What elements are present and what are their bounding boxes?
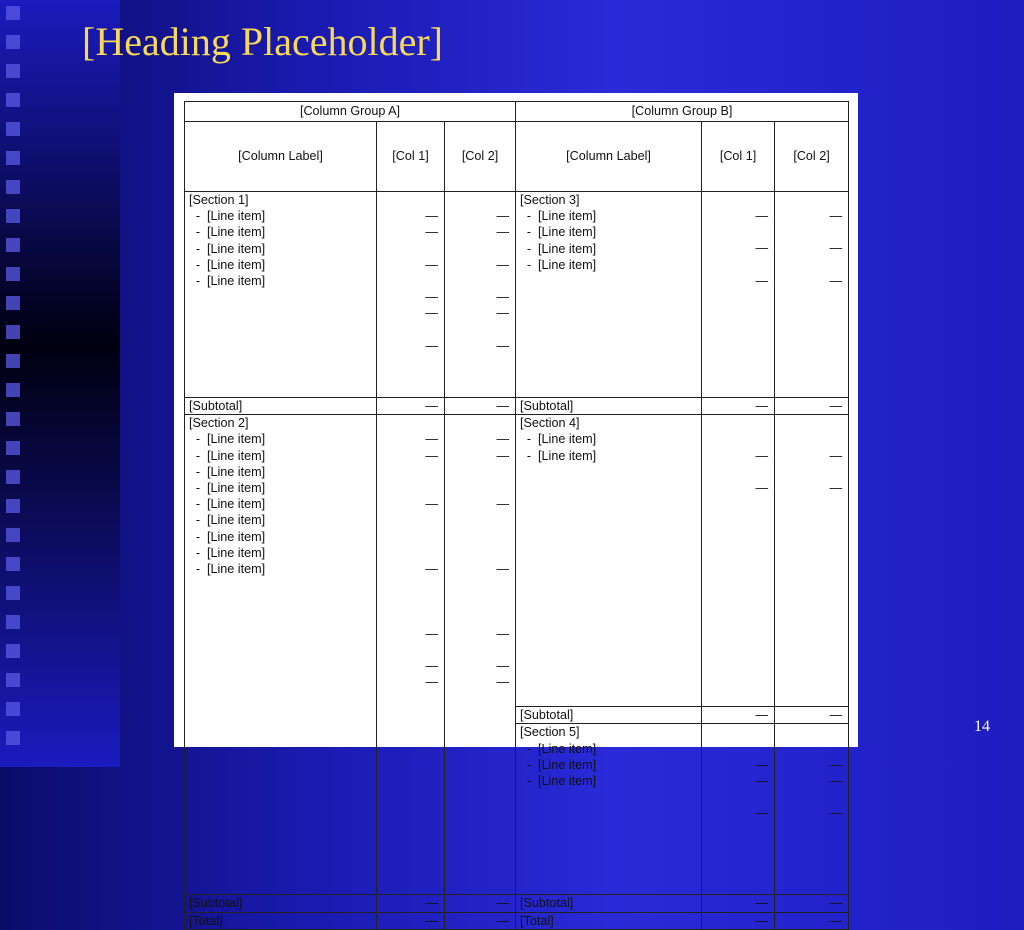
section-1-total: [Subtotal]	[185, 398, 377, 415]
decorative-square	[6, 151, 20, 165]
decorative-square	[6, 64, 20, 78]
section-1-total-start: —	[377, 398, 445, 415]
section-5-title: [Section 5]	[520, 725, 580, 740]
list-item: - [Line item]	[526, 241, 597, 256]
liabilities-start-header: [Col 1]	[702, 122, 775, 192]
decorative-square	[6, 93, 20, 107]
decorative-square	[6, 615, 20, 629]
decorative-square	[6, 441, 20, 455]
decorative-square	[6, 557, 20, 571]
decorative-square	[6, 267, 20, 281]
section-3-end: — — —	[775, 192, 849, 398]
list-item: - [Line item]	[526, 257, 597, 272]
section-1-start: — — — — — —	[377, 192, 445, 398]
list-item: - [Line item]	[195, 209, 266, 224]
list-item: - [Line item]	[526, 757, 597, 772]
section-1-total-end: —	[445, 398, 516, 415]
balance-liabilities-end: —	[775, 912, 849, 929]
liabilities-item-header: [Column Label]	[516, 122, 702, 192]
list-item: - [Line item]	[195, 432, 266, 447]
decorative-square	[6, 354, 20, 368]
list-item: - [Line item]	[195, 225, 266, 240]
decorative-square	[6, 470, 20, 484]
section-3-total-start: —	[702, 398, 775, 415]
section-5-end: — — —	[775, 724, 849, 895]
page-number: 14	[974, 718, 990, 735]
section-4-end: — —	[775, 415, 849, 707]
list-item: - [Line item]	[526, 209, 597, 224]
section-4-total: [Subtotal]	[516, 707, 702, 724]
section-4-start: — —	[702, 415, 775, 707]
balance-liabilities-label: [Total]	[516, 912, 702, 929]
section-2-end: — — — — — — —	[445, 415, 516, 895]
decorative-square	[6, 644, 20, 658]
section-4-total-end: —	[775, 707, 849, 724]
balance-table	[184, 101, 849, 930]
decorative-square	[6, 528, 20, 542]
liabilities-header: [Column Group B]	[516, 102, 849, 122]
list-item: - [Line item]	[526, 432, 597, 447]
assets-header: [Column Group A]	[185, 102, 516, 122]
section-1-end: — — — — — —	[445, 192, 516, 398]
decorative-square	[6, 296, 20, 310]
decorative-strip	[0, 0, 120, 767]
list-item: - [Line item]	[526, 225, 597, 240]
balance-sheet	[174, 93, 858, 928]
assets-end-header: [Col 2]	[445, 122, 516, 192]
section-4-cell	[516, 415, 702, 707]
list-item: - [Line item]	[195, 562, 266, 577]
decorative-square	[6, 122, 20, 136]
balance-assets-end: —	[445, 912, 516, 929]
list-item: - [Line item]	[195, 481, 266, 496]
section-1-title: [Section 1]	[189, 193, 249, 207]
section-2-total-end: —	[445, 895, 516, 912]
list-item: - [Line item]	[195, 545, 266, 560]
section-3-title: [Section 3]	[520, 193, 580, 207]
decorative-square	[6, 238, 20, 252]
section-2-start: — — — — — — —	[377, 415, 445, 895]
section-5-start: — — —	[702, 724, 775, 895]
list-item: - [Line item]	[195, 448, 266, 463]
section-4-total-start: —	[702, 707, 775, 724]
section-3-start: — — —	[702, 192, 775, 398]
section-2-total: [Subtotal]	[185, 895, 377, 912]
balance-assets-label: [Total]	[185, 912, 377, 929]
slide-title: [Heading Placeholder]	[82, 19, 443, 64]
section-3-total-end: —	[775, 398, 849, 415]
section-5-cell	[516, 724, 702, 895]
decorative-square	[6, 383, 20, 397]
section-5-total-end: —	[775, 895, 849, 912]
section-2-title: [Section 2]	[189, 416, 249, 431]
section-3-cell	[516, 192, 702, 398]
assets-item-header: [Column Label]	[185, 122, 377, 192]
decorative-square	[6, 586, 20, 600]
list-item: - [Line item]	[195, 497, 266, 512]
balance-liabilities-start: —	[702, 912, 775, 929]
list-item: - [Line item]	[195, 529, 266, 544]
list-item: - [Line item]	[526, 448, 597, 463]
decorative-square	[6, 180, 20, 194]
balance-assets-start: —	[377, 912, 445, 929]
decorative-square	[6, 702, 20, 716]
decorative-square	[6, 325, 20, 339]
liabilities-end-header: [Col 2]	[775, 122, 849, 192]
decorative-square	[6, 6, 20, 20]
decorative-square	[6, 412, 20, 426]
decorative-square	[6, 209, 20, 223]
list-item: - [Line item]	[526, 741, 597, 756]
decorative-square	[6, 499, 20, 513]
list-item: - [Line item]	[195, 257, 266, 272]
section-2-cell	[185, 415, 377, 895]
section-5-total-start: —	[702, 895, 775, 912]
list-item: - [Line item]	[526, 774, 597, 789]
list-item: - [Line item]	[195, 464, 266, 479]
section-4-title: [Section 4]	[520, 416, 580, 431]
list-item: - [Line item]	[195, 513, 266, 528]
decorative-square	[6, 673, 20, 687]
decorative-square	[6, 35, 20, 49]
section-1-cell	[185, 192, 377, 398]
section-2-total-start: —	[377, 895, 445, 912]
section-3-total: [Subtotal]	[516, 398, 702, 415]
list-item: - [Line item]	[195, 241, 266, 256]
list-item: - [Line item]	[195, 274, 266, 289]
section-5-total: [Subtotal]	[516, 895, 702, 912]
assets-start-header: [Col 1]	[377, 122, 445, 192]
decorative-square	[6, 731, 20, 745]
